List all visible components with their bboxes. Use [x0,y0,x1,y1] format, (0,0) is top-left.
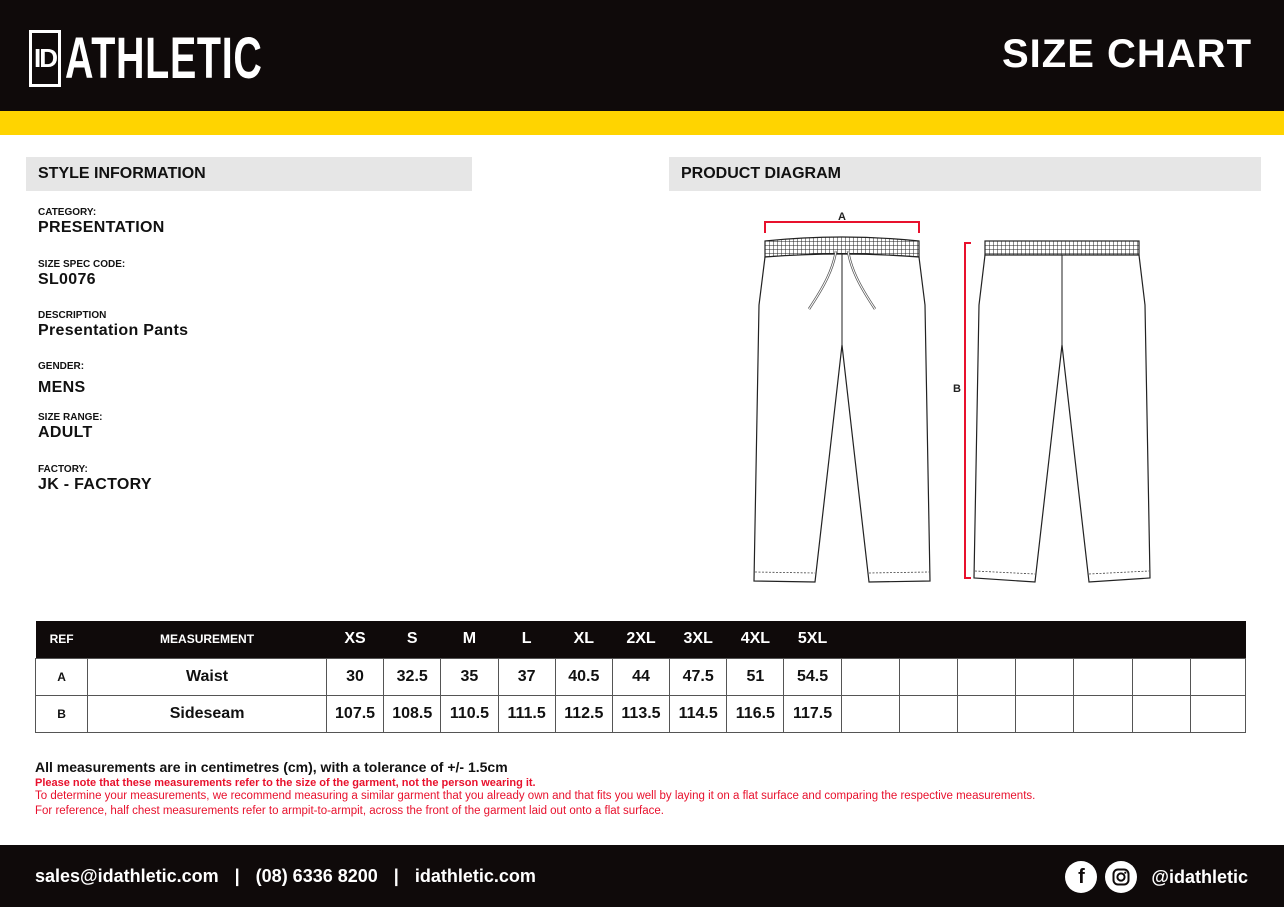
social-handle[interactable]: @idathletic [1151,866,1248,887]
measuring-instructions: To determine your measurements, we recommend measuring a similar garment that you already own and that fits you well by laying it on a flat surface and comparing the respective measurements. [35,790,1036,802]
value-cell: 117.5 [784,695,841,732]
field-label: DESCRIPTION [38,310,107,321]
ref-cell: B [36,695,88,732]
waist-measure-line [765,222,919,233]
marker-a-label: A [838,211,846,223]
style-information-heading: STYLE INFORMATION [26,157,472,191]
footer-bar [0,845,1284,907]
email-link[interactable]: sales@idathletic.com [35,866,219,886]
empty-header [1190,621,1245,658]
field-factory [38,464,152,494]
field-value: Presentation Pants [38,322,189,339]
field-value: SL0076 [38,271,96,288]
back-view [953,241,1150,582]
product-diagram-heading: PRODUCT DIAGRAM [669,157,1261,191]
value-cell: 108.5 [384,695,441,732]
value-cell: 54.5 [784,658,841,695]
value-cell: 40.5 [555,658,612,695]
field-value: PRESENTATION [38,219,165,236]
field-description [38,310,188,340]
size-header-4xl: 4XL [727,621,784,658]
instagram-icon[interactable] [1105,861,1137,893]
size-header-2xl: 2XL [612,621,669,658]
separator: | [393,866,399,886]
page-title: SIZE CHART [1002,32,1252,76]
value-cell: 111.5 [498,695,555,732]
empty-cell [841,658,899,695]
value-cell: 44 [612,658,669,695]
accent-stripe [0,111,1284,135]
ref-header: REF [36,621,88,658]
field-size-range [38,412,102,442]
field-label: SIZE SPEC CODE: [38,259,126,270]
website-link[interactable]: idathletic.com [414,866,536,886]
logo-wordmark: ATHLETIC [65,26,263,91]
half-chest-note: For reference, half chest measurements refer to armpit-to-armpit, across the front of the garment laid out onto a flat surface. [35,805,664,817]
contact-info [35,866,536,887]
empty-cell [841,695,899,732]
field-label: CATEGORY: [38,207,97,218]
empty-header [1132,621,1190,658]
value-cell: 30 [326,658,383,695]
value-cell: 114.5 [670,695,727,732]
field-size-spec-code [38,259,125,289]
field-gender [38,361,85,397]
value-cell: 32.5 [384,658,441,695]
empty-cell [958,658,1016,695]
field-value: JK - FACTORY [38,476,152,493]
brand-logo [29,26,355,91]
facebook-icon[interactable] [1065,861,1097,893]
size-header-5xl: 5XL [784,621,841,658]
value-cell: 35 [441,658,498,695]
measurement-cell: Waist [88,658,327,695]
size-chart-table [35,621,1246,733]
header-bar [0,0,1284,111]
empty-cell [1074,658,1132,695]
garment-warning: Please note that these measurements refer to the size of the garment, not the person wearing it. [35,777,536,789]
size-header-m: M [441,621,498,658]
size-header-l: L [498,621,555,658]
table-row-sideseam [36,695,1246,732]
empty-cell [1190,658,1245,695]
size-header-3xl: 3XL [670,621,727,658]
instagram-glyph [1112,868,1130,886]
table-header-row [36,621,1246,658]
field-label: FACTORY: [38,464,88,475]
empty-cell [1132,695,1190,732]
value-cell: 51 [727,658,784,695]
tolerance-note: All measurements are in centimetres (cm), with a tolerance of +/- 1.5cm [35,759,508,775]
value-cell: 113.5 [612,695,669,732]
field-category [38,207,165,237]
value-cell: 110.5 [441,695,498,732]
value-cell: 107.5 [326,695,383,732]
value-cell: 47.5 [670,658,727,695]
empty-header [958,621,1016,658]
measurement-header: MEASUREMENT [88,621,327,658]
field-label: GENDER: [38,361,85,372]
field-value: MENS [38,379,86,396]
field-label: SIZE RANGE: [38,412,103,423]
field-value: ADULT [38,424,93,441]
size-header-xs: XS [326,621,383,658]
empty-header [1074,621,1132,658]
empty-cell [899,658,957,695]
empty-cell [1074,695,1132,732]
empty-cell [1016,658,1074,695]
table-row-waist [36,658,1246,695]
empty-cell [958,695,1016,732]
logo-mark: ID [29,30,61,87]
empty-header [899,621,957,658]
measurement-notes [35,759,1035,819]
separator: | [234,866,240,886]
measurement-cell: Sideseam [88,695,327,732]
size-header-xl: XL [555,621,612,658]
social-links [1065,861,1248,893]
value-cell: 116.5 [727,695,784,732]
value-cell: 112.5 [555,695,612,732]
phone-link[interactable]: (08) 6336 8200 [255,866,378,886]
pants-diagram [745,205,1165,590]
empty-header [1016,621,1074,658]
back-waistband [985,241,1139,255]
facebook-glyph: f [1078,865,1085,888]
sideseam-measure-line [965,243,971,578]
value-cell: 37 [498,658,555,695]
empty-cell [1016,695,1074,732]
empty-header [841,621,899,658]
empty-cell [899,695,957,732]
ref-cell: A [36,658,88,695]
marker-b-label: B [953,383,961,395]
size-header-s: S [384,621,441,658]
front-view [754,211,930,582]
empty-cell [1190,695,1245,732]
empty-cell [1132,658,1190,695]
